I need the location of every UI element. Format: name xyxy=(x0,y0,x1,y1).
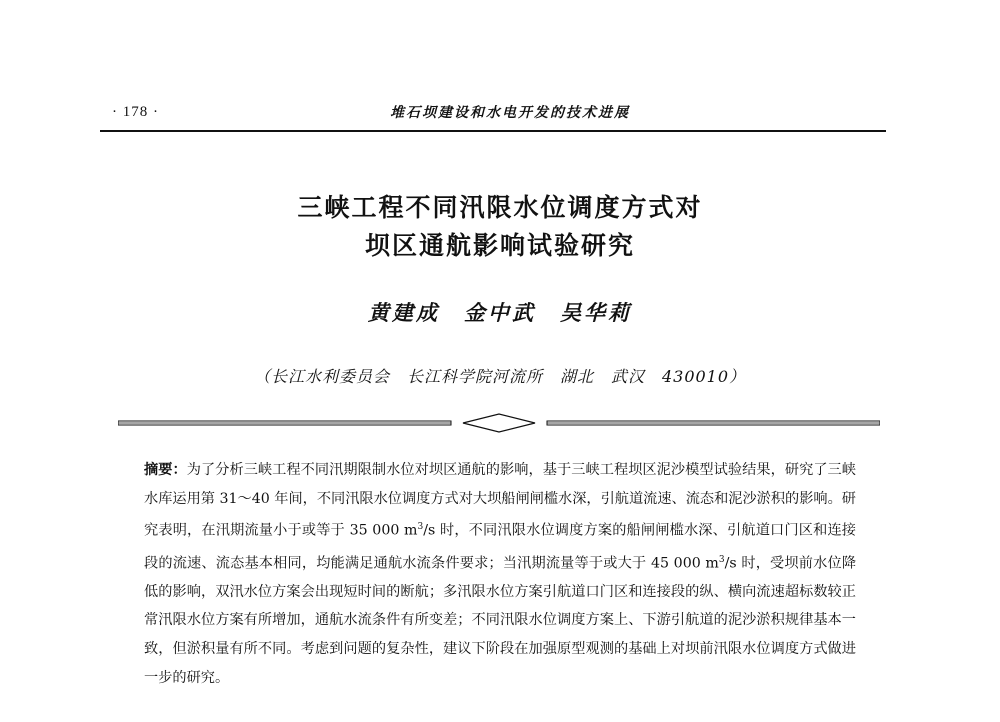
abstract-text-part-3: /s 时，受坝前水位降低的影响，双汛水位方案会出现短时间的断航；多汛限水位方案引航道口门区和连接段的纵、横向流速超标数较正常汛限水位方案有所增加，通航水流条件有所变差；不同汛限水位调度方案上、下游引航道的泥沙淤积规律基本一致，但淤积量有所不同。考虑到问题的复杂性，建议下阶段在加强原型观测的基础上对坝前汛限水位调度方式做进一步的研究。 xyxy=(144,555,857,686)
running-title: 堆石坝建设和水电开发的技术进展 xyxy=(390,105,630,121)
abstract-text-part-1: 为了分析三峡工程不同汛期限制水位对坝区通航的影响，基于三峡工程坝区泥沙模型试验结果，研究了三峡水库运用第 31～40 年间，不同汛限水位调度方式对大坝船闸闸槛水深，引航道流速、流态和泥沙淤积的影响。研究表明，在汛期流量小于或等于 35 000 m xyxy=(144,462,856,539)
abstract-text-part-2: /s 时，不同汛限水位调度方案的船闸闸槛水深、引航道口门区和连接段的流速、流态基本相同，均能满足通航水流条件要求；当汛期流量等于或大于 45 000 m xyxy=(144,522,856,572)
authors: 黄建成 金中武 吴华莉 xyxy=(368,300,632,325)
unit-superscript-1: 3 xyxy=(417,522,424,533)
article-title-line-1: 三峡工程不同汛限水位调度方式对 xyxy=(297,193,703,222)
section-divider-ornament xyxy=(118,408,880,438)
affiliation: （长江水利委员会 长江科学院河流所 湖北 武汉 430010） xyxy=(253,367,747,386)
unit-superscript-2: 3 xyxy=(718,554,725,565)
header-rule xyxy=(100,130,886,132)
divider-diamond xyxy=(463,414,535,432)
page-number: · 178 · xyxy=(112,104,159,120)
abstract-label: 摘要： xyxy=(144,462,187,478)
article-title-line-2: 坝区通航影响试验研究 xyxy=(364,231,635,260)
abstract-paragraph xyxy=(144,456,856,692)
